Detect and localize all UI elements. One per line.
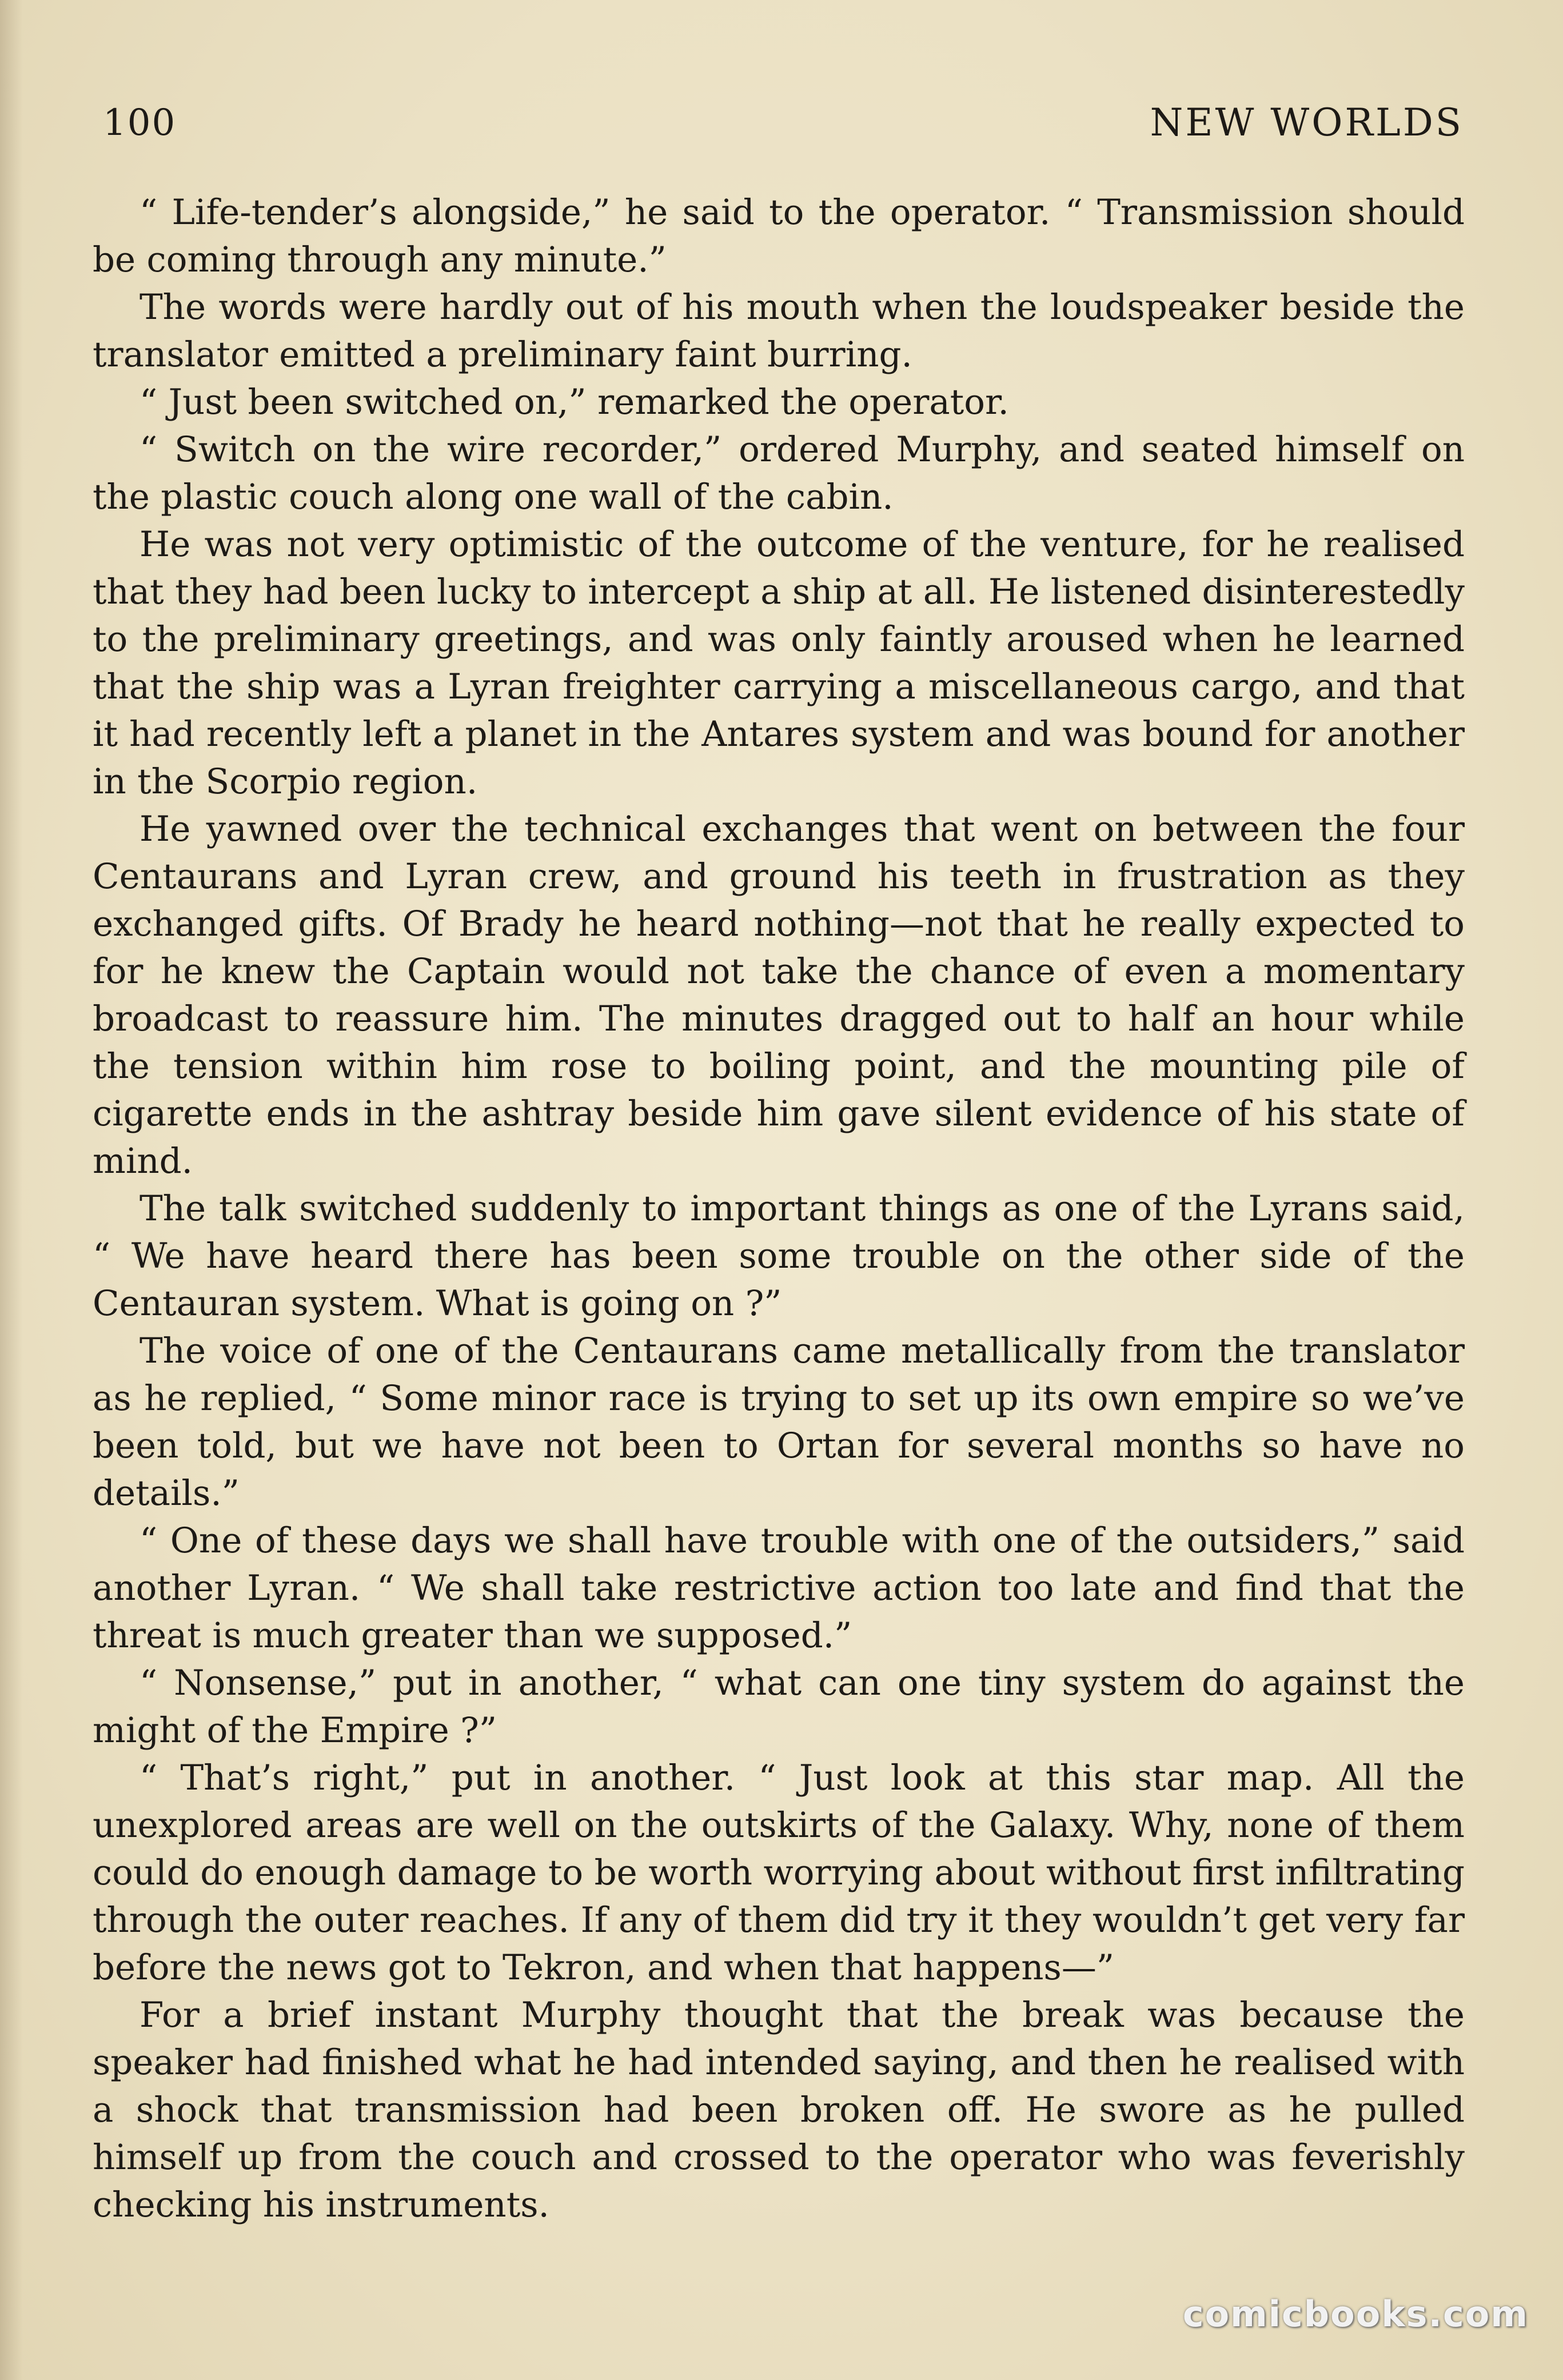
body-text: [93, 189, 1465, 2229]
paragraph: “ Just been switched on,” remarked the operator.: [139, 382, 1009, 422]
page-header: [103, 91, 1464, 154]
paragraph: For a brief instant Murphy thought that the break was because the speaker had finished what he had intended saying, and then he realised with a shock that transmission had been broken off. He swore as he pulled himself up from the couch and crossed to the operator who was feverishly checking his instruments.: [93, 1995, 1465, 2225]
paragraph: “ That’s right,” put in another. “ Just look at this star map. All the unexplored areas are well on the outskirts of the Galaxy. Why, none of them could do enough damage to be worth worrying about without first infiltrating through the outer reaches. If any of them did try it they wouldn’t get very far before the news got to Tekron, and when that happens—”: [93, 1758, 1465, 1988]
paragraph: The talk switched suddenly to important things as one of the Lyrans said, “ We have heard there has been some trouble on the other side of the Centauran system. What is going on ?”: [93, 1188, 1465, 1324]
paragraph: “ Switch on the wire recorder,” ordered Murphy, and seated himself on the plastic couch along one wall of the cabin.: [93, 429, 1465, 517]
spine-shadow: [0, 0, 23, 2380]
page-number: 100: [103, 102, 177, 144]
paragraph: He was not very optimistic of the outcome of the venture, for he realised that they had been lucky to intercept a ship at all. He listened disinterestedly to the preliminary greetings, and was only faintly aroused when he learned that the ship was a Lyran freighter carrying a miscellaneous cargo, and that it had recently left a planet in the Antares system and was bound for another in the Scorpio region.: [93, 524, 1465, 802]
running-title: NEW WORLDS: [1150, 101, 1464, 145]
paragraph: “ One of these days we shall have trouble with one of the outsiders,” said another Lyran. “ We shall take restrictive action too late and find that the threat is much greater than we supposed.”: [93, 1520, 1465, 1656]
watermark: comicbooks.com: [1182, 2293, 1529, 2335]
paragraph: “ Life-tender’s alongside,” he said to the operator. “ Transmission should be coming through any minute.”: [93, 192, 1465, 280]
paragraph: “ Nonsense,” put in another, “ what can one tiny system do against the might of the Empire ?”: [93, 1663, 1465, 1751]
paragraph: The words were hardly out of his mouth when the loudspeaker beside the translator emitted a preliminary faint burring.: [93, 287, 1465, 375]
paragraph: He yawned over the technical exchanges that went on between the four Centaurans and Lyran crew, and ground his teeth in frustration as they exchanged gifts. Of Brady he heard nothing—not that he really expected to for he knew the Captain would not take the chance of even a momentary broadcast to reassure him. The minutes dragged out to half an hour while the tension within him rose to boiling point, and the mounting pile of cigarette ends in the ashtray beside him gave silent evidence of his state of mind.: [93, 809, 1465, 1181]
paragraph: The voice of one of the Centaurans came metallically from the translator as he replied, “ Some minor race is trying to set up its own empire so we’ve been told, but we have not been to Ortan for several months so have no details.”: [93, 1331, 1465, 1514]
